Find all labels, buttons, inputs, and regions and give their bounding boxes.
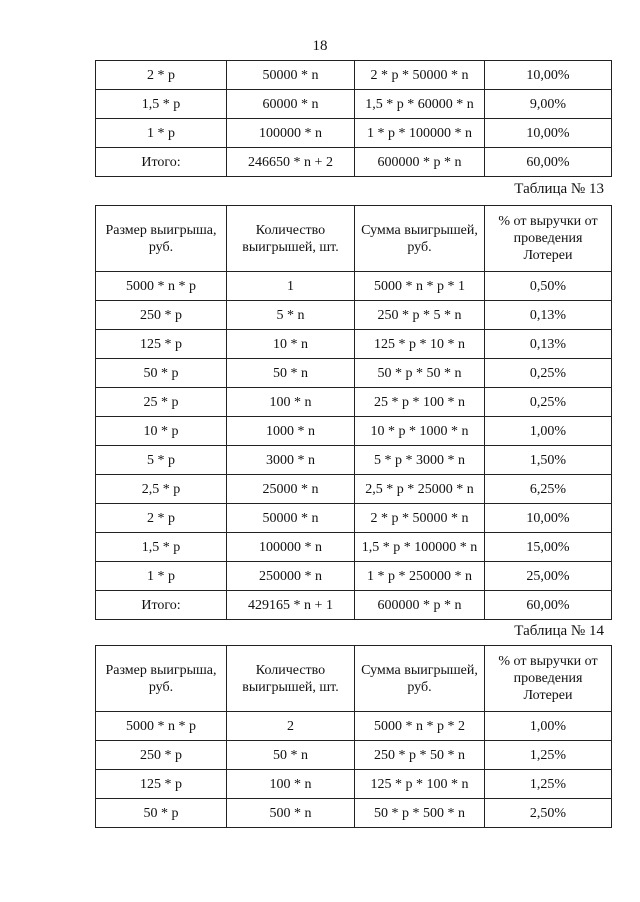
table-row: [96, 591, 612, 620]
cell-revenue-percent: 2,50%: [485, 799, 612, 828]
table-row: [96, 330, 612, 359]
cell-prize-count: 50 * n: [227, 359, 355, 388]
cell-prize-size: 25 * p: [96, 388, 227, 417]
cell-prize-size: 1,5 * p: [96, 533, 227, 562]
prize-table-13: [95, 205, 612, 620]
table-row: [96, 562, 612, 591]
table-body: [96, 61, 612, 177]
cell-prize-count: 429165 * n + 1: [227, 591, 355, 620]
table-row: [96, 272, 612, 301]
cell-revenue-percent: 1,25%: [485, 741, 612, 770]
header-row: [96, 646, 612, 712]
cell-prize-count: 100000 * n: [227, 533, 355, 562]
cell-prize-count: 500 * n: [227, 799, 355, 828]
cell-revenue-percent: 10,00%: [485, 119, 612, 148]
cell-prize-sum: 5 * p * 3000 * n: [355, 446, 485, 475]
cell-prize-size: 5000 * n * p: [96, 712, 227, 741]
cell-prize-count: 2: [227, 712, 355, 741]
cell-prize-size: 1 * p: [96, 562, 227, 591]
cell-prize-count: 100000 * n: [227, 119, 355, 148]
cell-prize-sum: 125 * p * 100 * n: [355, 770, 485, 799]
header-prize-sum: Сумма выигрышей, руб.: [355, 646, 485, 712]
cell-revenue-percent: 1,00%: [485, 417, 612, 446]
cell-revenue-percent: 6,25%: [485, 475, 612, 504]
table-row: [96, 119, 612, 148]
cell-prize-sum: 5000 * n * p * 1: [355, 272, 485, 301]
table-row: [96, 61, 612, 90]
table-row: [96, 770, 612, 799]
cell-revenue-percent: 0,25%: [485, 359, 612, 388]
table-row: [96, 504, 612, 533]
cell-prize-size: Итого:: [96, 591, 227, 620]
cell-prize-count: 100 * n: [227, 388, 355, 417]
cell-prize-size: 1,5 * p: [96, 90, 227, 119]
cell-prize-size: 5 * p: [96, 446, 227, 475]
cell-prize-sum: 1,5 * p * 60000 * n: [355, 90, 485, 119]
header-prize-size: Размер выигрыша, руб.: [96, 206, 227, 272]
cell-prize-size: 1 * p: [96, 119, 227, 148]
cell-prize-sum: 50 * p * 500 * n: [355, 799, 485, 828]
cell-prize-sum: 1,5 * p * 100000 * n: [355, 533, 485, 562]
cell-prize-count: 1: [227, 272, 355, 301]
cell-revenue-percent: 0,13%: [485, 330, 612, 359]
table-row: [96, 446, 612, 475]
table-row: [96, 301, 612, 330]
table-row: [96, 388, 612, 417]
header-prize-size: Размер выигрыша, руб.: [96, 646, 227, 712]
cell-prize-sum: 2,5 * p * 25000 * n: [355, 475, 485, 504]
table-row: [96, 417, 612, 446]
cell-prize-sum: 125 * p * 10 * n: [355, 330, 485, 359]
table-row: [96, 533, 612, 562]
cell-revenue-percent: 10,00%: [485, 504, 612, 533]
page-number: 18: [312, 38, 328, 54]
cell-revenue-percent: 1,50%: [485, 446, 612, 475]
cell-prize-count: 246650 * n + 2: [227, 148, 355, 177]
cell-revenue-percent: 60,00%: [485, 591, 612, 620]
cell-prize-sum: 2 * p * 50000 * n: [355, 504, 485, 533]
cell-prize-sum: 5000 * n * p * 2: [355, 712, 485, 741]
cell-revenue-percent: 10,00%: [485, 61, 612, 90]
cell-prize-size: 125 * p: [96, 770, 227, 799]
table-row: [96, 799, 612, 828]
cell-prize-size: 5000 * n * p: [96, 272, 227, 301]
table-row: [96, 148, 612, 177]
header-prize-count: Количество выигрышей, шт.: [227, 646, 355, 712]
cell-prize-sum: 1 * p * 100000 * n: [355, 119, 485, 148]
cell-prize-count: 1000 * n: [227, 417, 355, 446]
cell-revenue-percent: 1,25%: [485, 770, 612, 799]
cell-prize-sum: 2 * p * 50000 * n: [355, 61, 485, 90]
cell-revenue-percent: 0,13%: [485, 301, 612, 330]
cell-prize-size: 50 * p: [96, 799, 227, 828]
cell-revenue-percent: 9,00%: [485, 90, 612, 119]
header-revenue-percent: % от выручки от проведения Лотереи: [485, 206, 612, 272]
cell-prize-size: 2,5 * p: [96, 475, 227, 504]
table-row: [96, 90, 612, 119]
header-prize-count: Количество выигрышей, шт.: [227, 206, 355, 272]
cell-prize-count: 10 * n: [227, 330, 355, 359]
cell-prize-size: 250 * p: [96, 741, 227, 770]
table-body: [96, 272, 612, 620]
cell-prize-size: 50 * p: [96, 359, 227, 388]
cell-prize-sum: 25 * p * 100 * n: [355, 388, 485, 417]
cell-revenue-percent: 1,00%: [485, 712, 612, 741]
cell-prize-count: 50000 * n: [227, 504, 355, 533]
cell-prize-count: 25000 * n: [227, 475, 355, 504]
cell-revenue-percent: 60,00%: [485, 148, 612, 177]
table-row: [96, 741, 612, 770]
cell-revenue-percent: 25,00%: [485, 562, 612, 591]
cell-prize-sum: 250 * p * 5 * n: [355, 301, 485, 330]
table-13-caption: Таблица № 13: [514, 181, 604, 197]
cell-prize-sum: 600000 * p * n: [355, 591, 485, 620]
cell-prize-size: 250 * p: [96, 301, 227, 330]
cell-revenue-percent: 0,50%: [485, 272, 612, 301]
cell-prize-count: 250000 * n: [227, 562, 355, 591]
cell-prize-sum: 1 * p * 250000 * n: [355, 562, 485, 591]
cell-prize-count: 50000 * n: [227, 61, 355, 90]
table-row: [96, 475, 612, 504]
table-row: [96, 712, 612, 741]
cell-prize-size: 2 * p: [96, 504, 227, 533]
cell-prize-sum: 50 * p * 50 * n: [355, 359, 485, 388]
table-row: [96, 359, 612, 388]
cell-prize-count: 60000 * n: [227, 90, 355, 119]
cell-prize-sum: 250 * p * 50 * n: [355, 741, 485, 770]
cell-prize-size: Итого:: [96, 148, 227, 177]
cell-prize-size: 125 * p: [96, 330, 227, 359]
cell-prize-sum: 10 * p * 1000 * n: [355, 417, 485, 446]
cell-prize-sum: 600000 * p * n: [355, 148, 485, 177]
cell-prize-count: 100 * n: [227, 770, 355, 799]
cell-revenue-percent: 0,25%: [485, 388, 612, 417]
cell-prize-size: 10 * p: [96, 417, 227, 446]
prize-table-continued: [95, 60, 612, 177]
prize-table-14: [95, 645, 612, 828]
cell-prize-count: 50 * n: [227, 741, 355, 770]
header-row: [96, 206, 612, 272]
header-revenue-percent: % от выручки от проведения Лотереи: [485, 646, 612, 712]
cell-prize-count: 5 * n: [227, 301, 355, 330]
cell-prize-count: 3000 * n: [227, 446, 355, 475]
cell-revenue-percent: 15,00%: [485, 533, 612, 562]
table-14-caption: Таблица № 14: [514, 623, 604, 639]
cell-prize-size: 2 * p: [96, 61, 227, 90]
header-prize-sum: Сумма выигрышей, руб.: [355, 206, 485, 272]
table-body: [96, 712, 612, 828]
